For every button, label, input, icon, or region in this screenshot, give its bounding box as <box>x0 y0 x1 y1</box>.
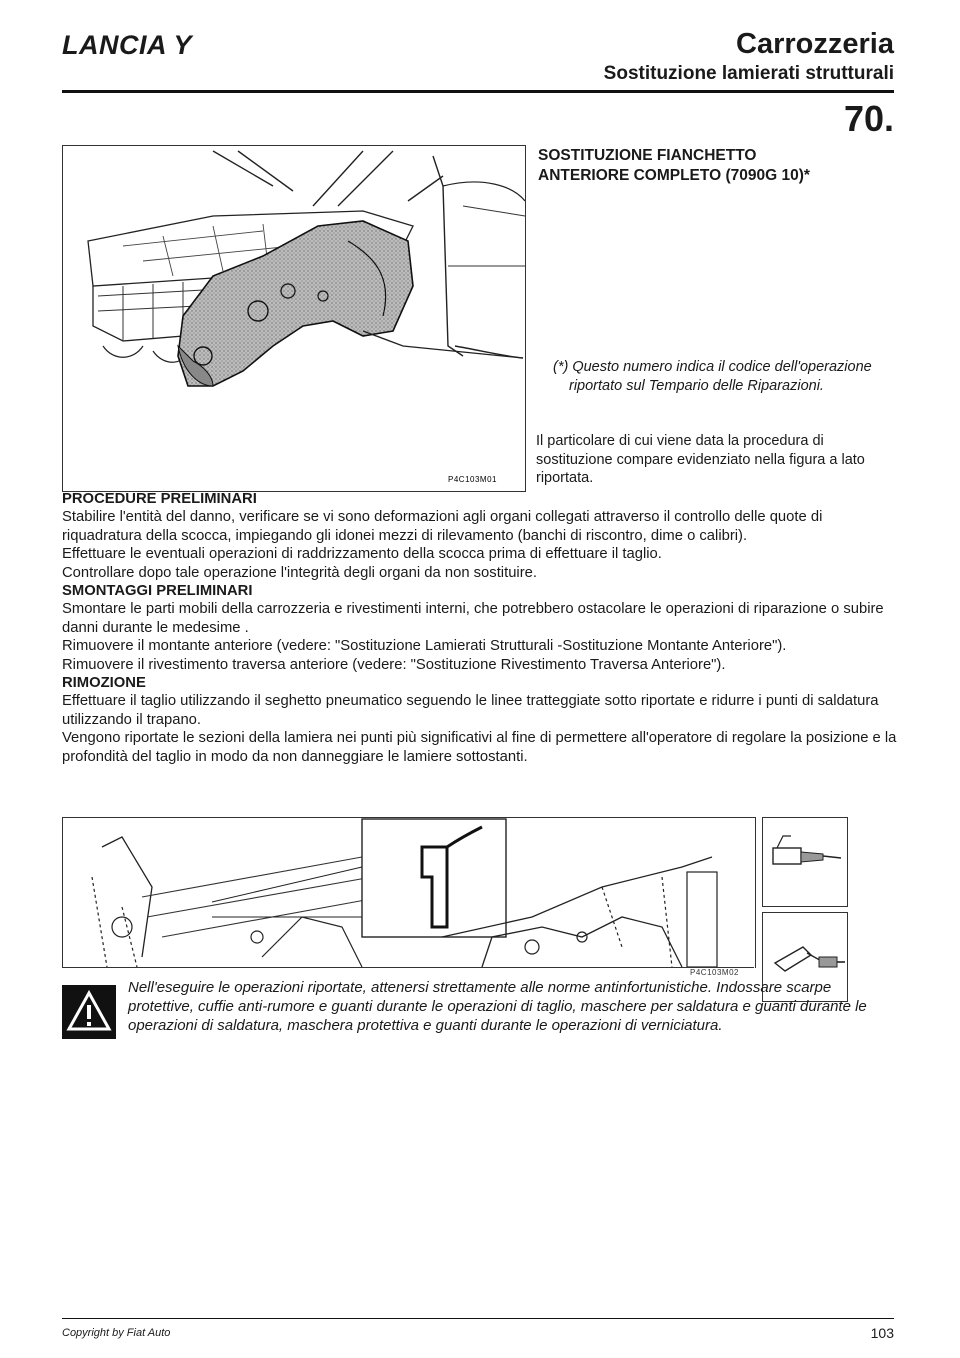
footer-rule <box>62 1318 894 1319</box>
operation-description: Il particolare di cui viene data la procedura di sostituzione compare evidenziato nella figura a lato riportata. <box>536 433 865 486</box>
section-heading: RIMOZIONE <box>62 675 146 692</box>
header-rule <box>62 90 894 93</box>
operation-title-line1: SOSTITUZIONE FIANCHETTO <box>538 147 757 164</box>
operation-title <box>538 146 898 186</box>
paragraph: Vengono riportate le sezioni della lamiera nei punti più significativi al fine di permettere all'operatore di regolare la posizione e la profondità del taglio in modo da non danneggiare le lamiere sottostanti. <box>62 730 897 765</box>
page-number: 70. <box>843 98 894 139</box>
copyright: Copyright by Fiat Auto <box>62 1327 171 1339</box>
paragraph: Rimuovere il rivestimento traversa anteriore (vedere: "Sostituzione Rivestimento Traversa Anteriore"). <box>62 656 726 673</box>
paragraph: Smontare le parti mobili della carrozzeria e rivestimenti interni, che potrebbero ostacolare le operazioni di riparazione o subire danni durante le medesime . <box>62 601 884 636</box>
pneumatic-saw-icon <box>762 817 848 907</box>
operation-code-footnote: (*) Questo numero indica il codice dell'operazione riportato sul Tempario delle Riparazioni. <box>553 359 872 394</box>
operation-title-line2: ANTERIORE COMPLETO (7090G 10)* <box>538 167 810 184</box>
procedure-body <box>62 490 898 766</box>
figure-front-wing-panel <box>62 145 526 492</box>
paragraph: Rimuovere il montante anteriore (vedere: "Sostituzione Lamierati Strutturali -Sostituzione Montante Anteriore"). <box>62 638 787 655</box>
warning-triangle-icon <box>62 985 116 1039</box>
subsection-title: Sostituzione lamierati strutturali <box>603 63 894 84</box>
cut-lines-illustration <box>62 817 754 969</box>
figure1-code: P4C103M01 <box>448 475 497 484</box>
safety-warning: Nell'eseguire le operazioni riportate, attenersi strettamente alle norme antinfortunistiche. Indossare scarpe protettive, cuffie anti-rumore e guanti durante le operazioni di taglio, maschere per saldatura e guanti durante le operazioni di saldatura, maschera protettiva e guanti durante le operazioni di verniciatura. <box>128 979 867 1034</box>
paragraph: Controllare dopo tale operazione l'integrità degli organi da non sostituire. <box>62 564 537 581</box>
footer-page-number: 103 <box>870 1325 894 1341</box>
section-heading: PROCEDURE PRELIMINARI <box>62 491 257 507</box>
car-body-front-illustration <box>63 146 525 491</box>
paragraph: Stabilire l'entità del danno, verificare se vi sono deformazioni agli organi collegati attraverso il controllo delle quote di riquadratura della scocca, impiegando gli idonei mezzi di rilevamento (banchi di riscontro, dime o calibri). <box>62 509 823 544</box>
paragraph: Effettuare le eventuali operazioni di raddrizzamento della scocca prima di effettuare il taglio. <box>62 546 662 563</box>
figure2-bottom-border <box>62 967 754 968</box>
figure2-code: P4C103M02 <box>690 968 739 977</box>
cut-lines-illustration-wrap <box>62 817 754 969</box>
section-title: Carrozzeria <box>736 28 894 60</box>
brand-title: LANCIA Y <box>62 30 193 60</box>
paragraph: Effettuare il taglio utilizzando il seghetto pneumatico seguendo le linee tratteggiate sotto riportate e ridurre i punti di saldatura utilizzando il trapano. <box>62 693 879 728</box>
section-heading: SMONTAGGI PRELIMINARI <box>62 583 253 600</box>
